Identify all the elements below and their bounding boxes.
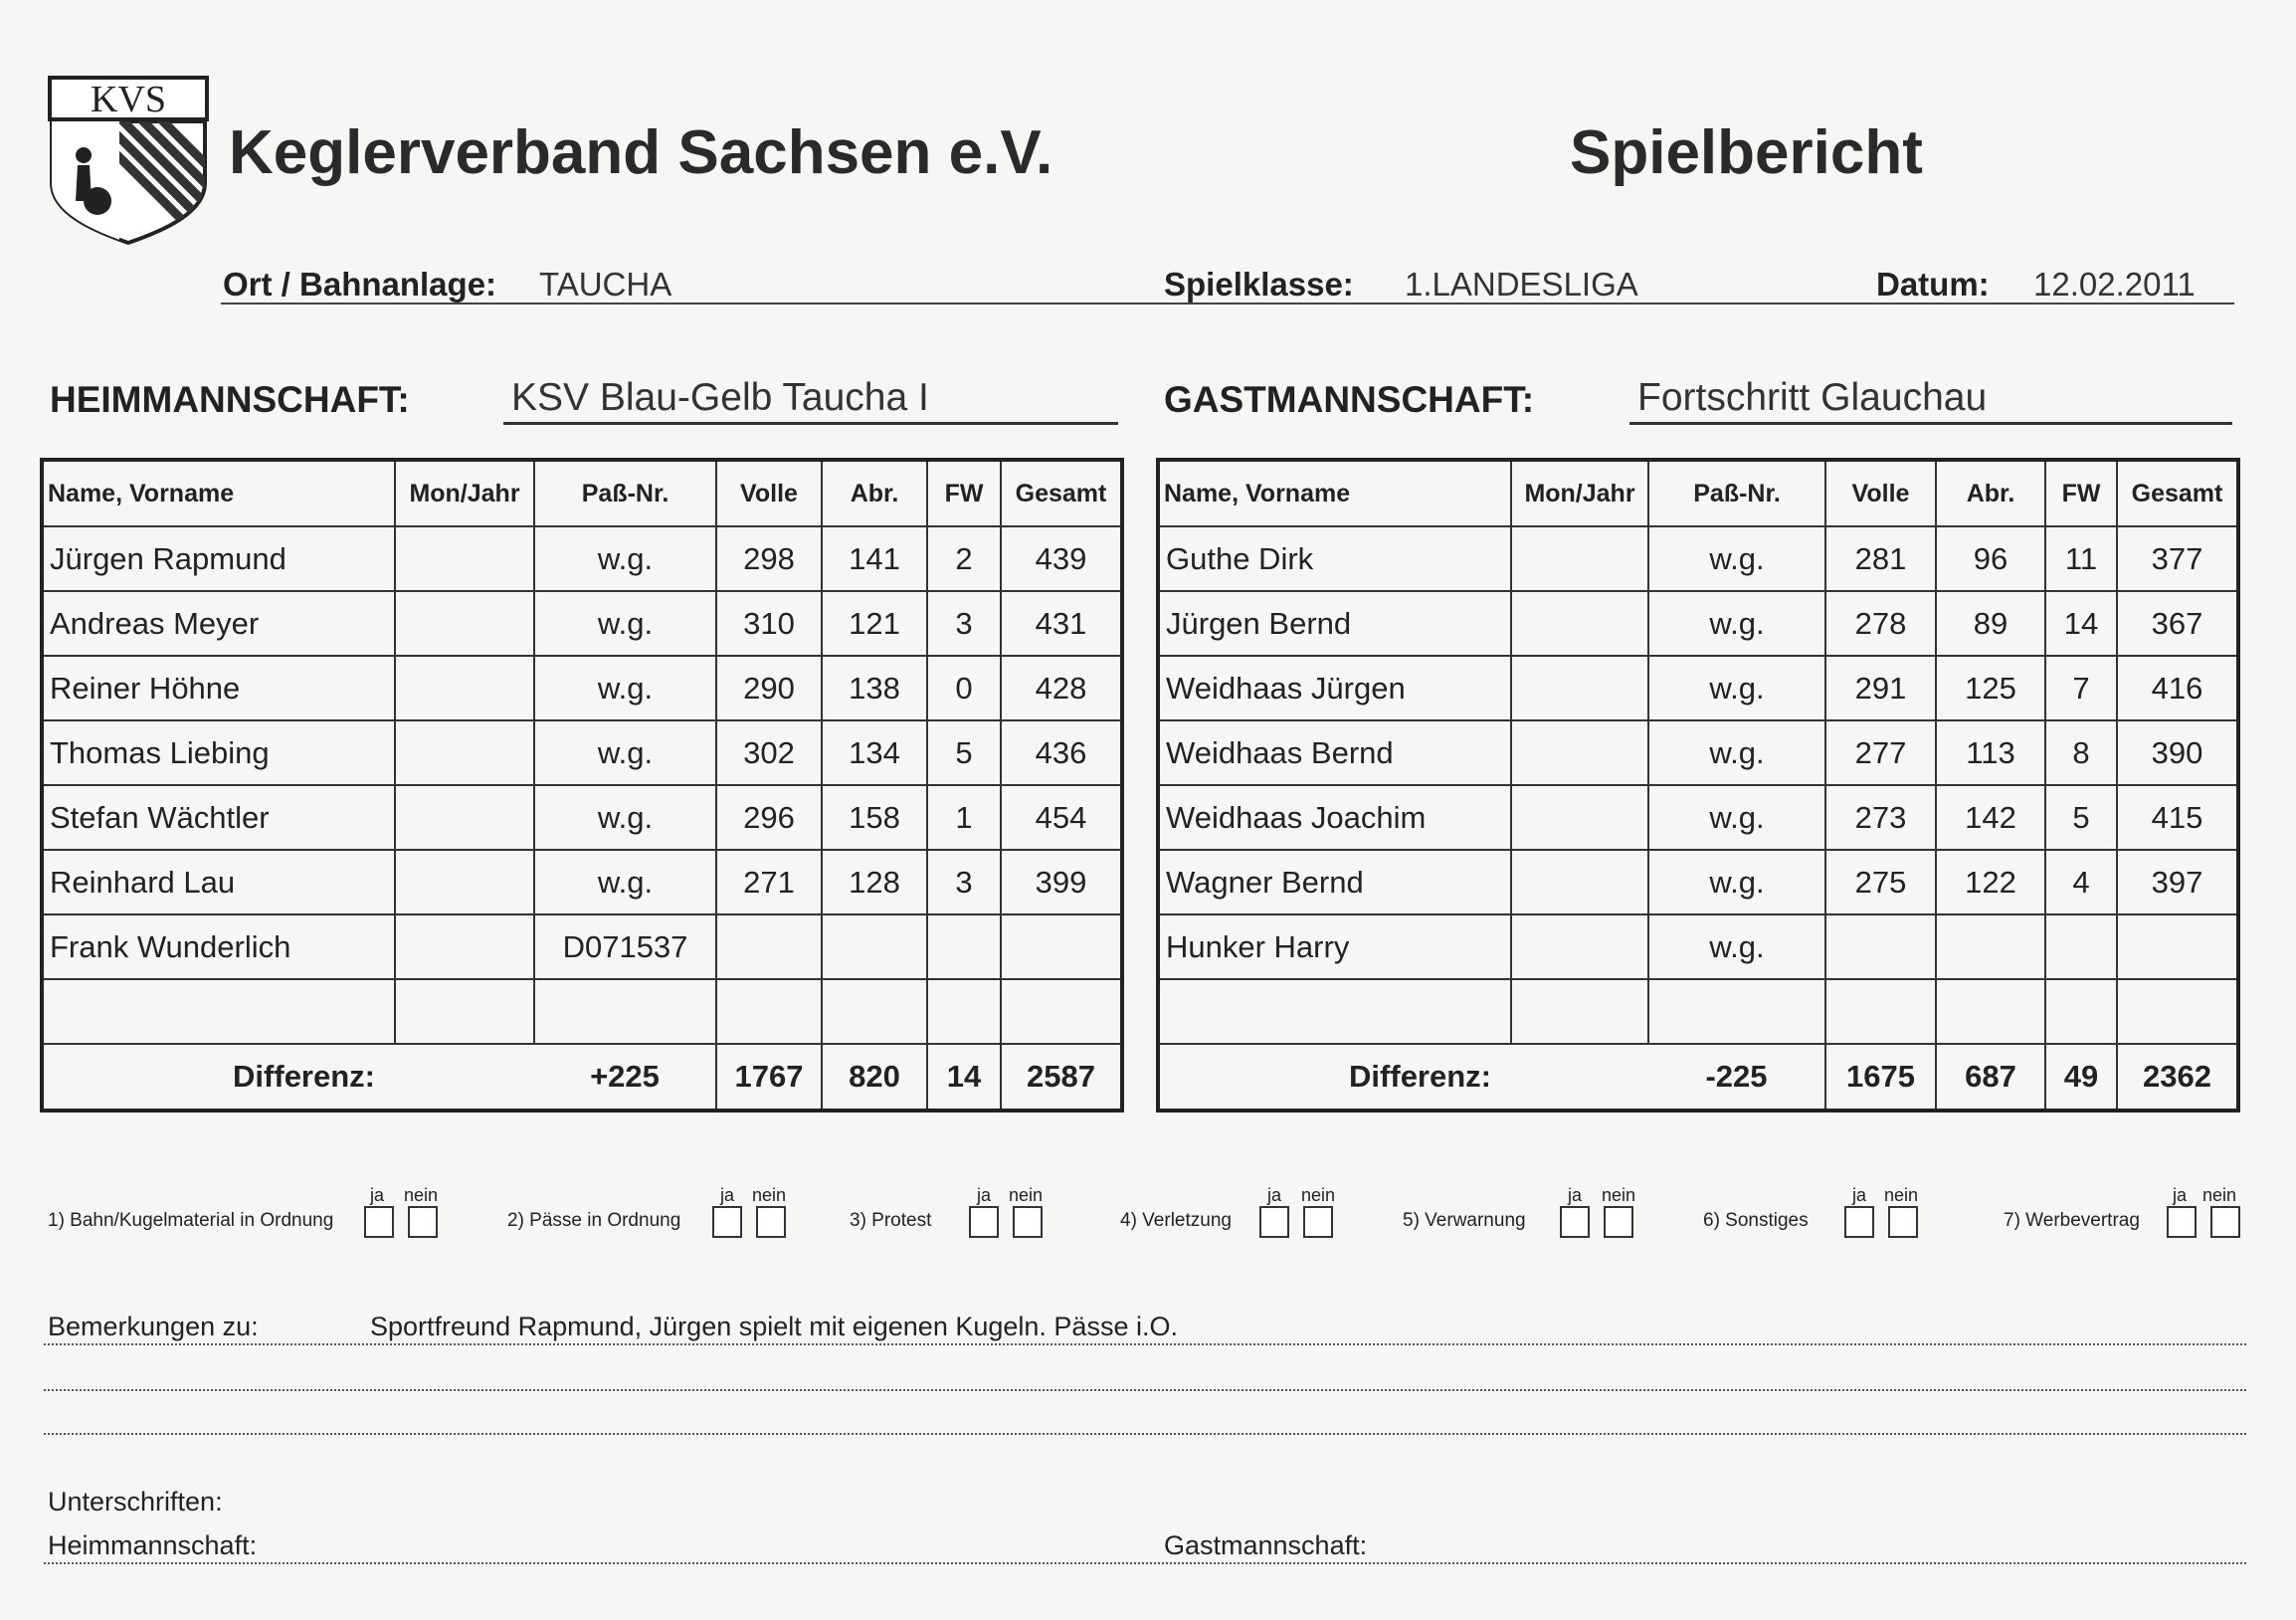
- player-monjahr: [1511, 979, 1648, 1044]
- player-fw: 8: [2045, 720, 2117, 785]
- player-gesamt: 428: [1001, 656, 1122, 720]
- col-monjahr-header: Mon/Jahr: [395, 460, 534, 526]
- total-gesamt: 2587: [1001, 1044, 1122, 1111]
- player-gesamt: 439: [1001, 526, 1122, 591]
- col-monjahr-header: Mon/Jahr: [1511, 460, 1648, 526]
- player-gesamt: [1001, 914, 1122, 979]
- question-3-nein-checkbox[interactable]: [1013, 1206, 1043, 1238]
- player-gesamt: 397: [2117, 850, 2238, 914]
- question-7-ja-label: ja: [2173, 1185, 2188, 1205]
- table-row: [42, 720, 1122, 785]
- differenz-spacer: [1511, 1044, 1648, 1111]
- col-volle-header: Volle: [716, 460, 822, 526]
- player-name: Weidhaas Joachim: [1158, 785, 1511, 850]
- player-monjahr: [395, 914, 534, 979]
- player-gesamt: [2117, 914, 2238, 979]
- player-gesamt: [1001, 979, 1122, 1044]
- player-fw: [2045, 979, 2117, 1044]
- question-1-nein-checkbox[interactable]: [408, 1206, 438, 1238]
- player-volle: 271: [716, 850, 822, 914]
- org-name: Keglerverband Sachsen e.V.: [229, 118, 1053, 187]
- question-7-label: 7) Werbevertrag: [2004, 1210, 2140, 1231]
- player-abr: 122: [1936, 850, 2045, 914]
- player-abr: 158: [822, 785, 927, 850]
- player-name: Wagner Bernd: [1158, 850, 1511, 914]
- player-name: Weidhaas Bernd: [1158, 720, 1511, 785]
- player-fw: [927, 914, 1001, 979]
- col-pass-header: Paß-Nr.: [1648, 460, 1825, 526]
- player-pass: w.g.: [1648, 591, 1825, 656]
- player-name: Guthe Dirk: [1158, 526, 1511, 591]
- player-monjahr: [1511, 656, 1648, 720]
- table-row: [1158, 914, 2238, 979]
- signature-line[interactable]: [44, 1562, 2246, 1564]
- question-2-ja-checkbox[interactable]: [712, 1206, 742, 1238]
- totals-row: [1158, 1044, 2238, 1111]
- question-1-ja-checkbox[interactable]: [364, 1206, 394, 1238]
- home-signature-label: Heimmannschaft:: [48, 1530, 258, 1560]
- table-row: [1158, 656, 2238, 720]
- player-pass: w.g.: [1648, 720, 1825, 785]
- col-gesamt-header: Gesamt: [1001, 460, 1122, 526]
- player-abr: 113: [1936, 720, 2045, 785]
- kvs-logo: [44, 72, 213, 247]
- totals-row: [42, 1044, 1122, 1111]
- question-2-nein-label: nein: [752, 1185, 787, 1205]
- total-abr: 687: [1936, 1044, 2045, 1111]
- player-pass: w.g.: [1648, 526, 1825, 591]
- player-name: Reinhard Lau: [42, 850, 395, 914]
- player-abr: [1936, 914, 2045, 979]
- player-abr: 121: [822, 591, 927, 656]
- player-abr: 134: [822, 720, 927, 785]
- question-5-label: 5) Verwarnung: [1403, 1210, 1526, 1231]
- question-1-label: 1) Bahn/Kugelmaterial in Ordnung: [48, 1210, 334, 1231]
- klasse-value: 1.LANDESLIGA: [1405, 266, 1638, 303]
- question-4-ja-label: ja: [1267, 1185, 1282, 1205]
- player-volle: 302: [716, 720, 822, 785]
- col-abr-header: Abr.: [1936, 460, 2045, 526]
- player-monjahr: [1511, 850, 1648, 914]
- question-7-ja-checkbox[interactable]: [2167, 1206, 2197, 1238]
- ort-value: TAUCHA: [539, 266, 672, 303]
- col-name-header: Name, Vorname: [1158, 460, 1511, 526]
- player-monjahr: [1511, 785, 1648, 850]
- player-name: [42, 979, 395, 1044]
- question-1-nein-label: nein: [404, 1185, 439, 1205]
- question-3-ja-checkbox[interactable]: [969, 1206, 999, 1238]
- table-row: [42, 785, 1122, 850]
- player-monjahr: [395, 785, 534, 850]
- home-team-underline: [503, 422, 1118, 425]
- player-pass: w.g.: [1648, 850, 1825, 914]
- player-pass: w.g.: [1648, 785, 1825, 850]
- question-4-nein-label: nein: [1301, 1185, 1336, 1205]
- player-fw: 1: [927, 785, 1001, 850]
- player-gesamt: 390: [2117, 720, 2238, 785]
- col-fw-header: FW: [2045, 460, 2117, 526]
- player-gesamt: [2117, 979, 2238, 1044]
- player-pass: w.g.: [534, 526, 716, 591]
- player-gesamt: 367: [2117, 591, 2238, 656]
- player-gesamt: 399: [1001, 850, 1122, 914]
- player-abr: 138: [822, 656, 927, 720]
- player-fw: 11: [2045, 526, 2117, 591]
- player-monjahr: [395, 656, 534, 720]
- question-6-ja-checkbox[interactable]: [1844, 1206, 1874, 1238]
- table-row: [1158, 850, 2238, 914]
- player-monjahr: [395, 850, 534, 914]
- differenz-spacer: [395, 1044, 534, 1111]
- player-name: Weidhaas Jürgen: [1158, 656, 1511, 720]
- player-volle: [716, 979, 822, 1044]
- remarks-line-2: [44, 1389, 2246, 1391]
- player-volle: 278: [1825, 591, 1936, 656]
- question-4-ja-checkbox[interactable]: [1259, 1206, 1289, 1238]
- remarks-text: Sportfreund Rapmund, Jürgen spielt mit eigenen Kugeln. Pässe i.O.: [370, 1312, 1178, 1341]
- player-monjahr: [395, 979, 534, 1044]
- question-4-nein-checkbox[interactable]: [1303, 1206, 1333, 1238]
- question-6-nein-label: nein: [1884, 1185, 1919, 1205]
- col-fw-header: FW: [927, 460, 1001, 526]
- question-5-ja-checkbox[interactable]: [1560, 1206, 1590, 1238]
- remarks-line-3: [44, 1433, 2246, 1435]
- player-name: Reiner Höhne: [42, 656, 395, 720]
- table-row: [42, 591, 1122, 656]
- question-2-ja-label: ja: [720, 1185, 735, 1205]
- player-fw: 5: [927, 720, 1001, 785]
- table-row: [42, 526, 1122, 591]
- player-pass: w.g.: [1648, 656, 1825, 720]
- player-monjahr: [395, 526, 534, 591]
- total-volle: 1675: [1825, 1044, 1936, 1111]
- player-volle: [1825, 979, 1936, 1044]
- player-abr: [822, 979, 927, 1044]
- table-row: [1158, 591, 2238, 656]
- player-name: Hunker Harry: [1158, 914, 1511, 979]
- differenz-value: +225: [534, 1044, 716, 1111]
- player-abr: 141: [822, 526, 927, 591]
- kvs-shield-icon: [44, 72, 213, 247]
- player-volle: 273: [1825, 785, 1936, 850]
- player-gesamt: 431: [1001, 591, 1122, 656]
- table-row: [1158, 979, 2238, 1044]
- guest-team-label: GASTMANNSCHAFT:: [1164, 379, 1535, 420]
- total-volle: 1767: [716, 1044, 822, 1111]
- player-volle: 290: [716, 656, 822, 720]
- player-name: Jürgen Rapmund: [42, 526, 395, 591]
- total-fw: 14: [927, 1044, 1001, 1111]
- player-abr: 125: [1936, 656, 2045, 720]
- player-volle: 277: [1825, 720, 1936, 785]
- question-6-ja-label: ja: [1852, 1185, 1867, 1205]
- question-2-nein-checkbox[interactable]: [756, 1206, 786, 1238]
- player-name: [1158, 979, 1511, 1044]
- col-gesamt-header: Gesamt: [2117, 460, 2238, 526]
- player-gesamt: 436: [1001, 720, 1122, 785]
- question-5-nein-checkbox[interactable]: [1604, 1206, 1633, 1238]
- player-abr: 142: [1936, 785, 2045, 850]
- player-name: Jürgen Bernd: [1158, 591, 1511, 656]
- question-5-nein-label: nein: [1602, 1185, 1636, 1205]
- player-pass: w.g.: [534, 720, 716, 785]
- player-gesamt: 377: [2117, 526, 2238, 591]
- ort-label: Ort / Bahnanlage:: [223, 266, 497, 303]
- question-6-label: 6) Sonstiges: [1703, 1210, 1809, 1231]
- signatures-title: Unterschriften:: [48, 1487, 223, 1517]
- player-name: Andreas Meyer: [42, 591, 395, 656]
- player-name: Frank Wunderlich: [42, 914, 395, 979]
- guest-team-name: Fortschritt Glauchau: [1637, 376, 1988, 419]
- player-fw: 3: [927, 591, 1001, 656]
- player-fw: 0: [927, 656, 1001, 720]
- guest-signature-label: Gastmannschaft:: [1164, 1530, 1368, 1560]
- player-volle: 310: [716, 591, 822, 656]
- total-fw: 49: [2045, 1044, 2117, 1111]
- table-row: [1158, 785, 2238, 850]
- player-abr: [822, 914, 927, 979]
- player-monjahr: [1511, 526, 1648, 591]
- player-monjahr: [395, 720, 534, 785]
- col-pass-header: Paß-Nr.: [534, 460, 716, 526]
- player-abr: [1936, 979, 2045, 1044]
- home-score-table: [40, 458, 1124, 1113]
- question-1-ja-label: ja: [370, 1185, 385, 1205]
- player-pass: [1648, 979, 1825, 1044]
- player-fw: 3: [927, 850, 1001, 914]
- player-abr: 128: [822, 850, 927, 914]
- question-3-ja-label: ja: [977, 1185, 992, 1205]
- player-fw: 4: [2045, 850, 2117, 914]
- table-header-row: [1158, 460, 2238, 526]
- logo-letters: KVS: [90, 79, 167, 120]
- question-7-nein-checkbox[interactable]: [2210, 1206, 2240, 1238]
- report-title: Spielbericht: [1570, 118, 1923, 187]
- differenz-label: Differenz:: [42, 1044, 395, 1111]
- player-fw: [2045, 914, 2117, 979]
- player-volle: 291: [1825, 656, 1936, 720]
- player-monjahr: [1511, 914, 1648, 979]
- col-name-header: Name, Vorname: [42, 460, 395, 526]
- player-name: Stefan Wächtler: [42, 785, 395, 850]
- player-gesamt: 454: [1001, 785, 1122, 850]
- player-pass: w.g.: [534, 850, 716, 914]
- total-gesamt: 2362: [2117, 1044, 2238, 1111]
- differenz-label: Differenz:: [1158, 1044, 1511, 1111]
- player-volle: 296: [716, 785, 822, 850]
- player-monjahr: [395, 591, 534, 656]
- col-volle-header: Volle: [1825, 460, 1936, 526]
- question-2-label: 2) Pässe in Ordnung: [507, 1210, 681, 1231]
- remarks-label: Bemerkungen zu:: [48, 1312, 259, 1341]
- table-row: [42, 914, 1122, 979]
- table-row: [42, 656, 1122, 720]
- player-monjahr: [1511, 591, 1648, 656]
- player-volle: 281: [1825, 526, 1936, 591]
- player-fw: 7: [2045, 656, 2117, 720]
- table-row: [42, 979, 1122, 1044]
- player-monjahr: [1511, 720, 1648, 785]
- question-3-nein-label: nein: [1009, 1185, 1044, 1205]
- question-3-label: 3) Protest: [850, 1210, 932, 1231]
- player-gesamt: 415: [2117, 785, 2238, 850]
- player-pass: w.g.: [1648, 914, 1825, 979]
- player-volle: [716, 914, 822, 979]
- player-volle: 275: [1825, 850, 1936, 914]
- meta-underline: [221, 303, 2234, 304]
- player-abr: 96: [1936, 526, 2045, 591]
- question-7-nein-label: nein: [2202, 1185, 2237, 1205]
- table-header-row: [42, 460, 1122, 526]
- table-row: [42, 850, 1122, 914]
- col-abr-header: Abr.: [822, 460, 927, 526]
- remarks-line-1: [44, 1343, 2246, 1345]
- player-volle: 298: [716, 526, 822, 591]
- table-row: [1158, 720, 2238, 785]
- player-volle: [1825, 914, 1936, 979]
- datum-label: Datum:: [1876, 266, 1990, 303]
- differenz-value: -225: [1648, 1044, 1825, 1111]
- home-team-name: KSV Blau-Gelb Taucha I: [511, 376, 929, 419]
- player-pass: D071537: [534, 914, 716, 979]
- question-5-ja-label: ja: [1568, 1185, 1583, 1205]
- player-fw: 2: [927, 526, 1001, 591]
- question-4-label: 4) Verletzung: [1120, 1210, 1232, 1231]
- player-fw: 5: [2045, 785, 2117, 850]
- player-fw: 14: [2045, 591, 2117, 656]
- player-gesamt: 416: [2117, 656, 2238, 720]
- player-pass: w.g.: [534, 785, 716, 850]
- player-pass: w.g.: [534, 591, 716, 656]
- player-name: Thomas Liebing: [42, 720, 395, 785]
- table-row: [1158, 526, 2238, 591]
- datum-value: 12.02.2011: [2033, 266, 2196, 303]
- klasse-label: Spielklasse:: [1164, 266, 1354, 303]
- question-6-nein-checkbox[interactable]: [1888, 1206, 1918, 1238]
- guest-score-table: [1156, 458, 2240, 1113]
- player-abr: 89: [1936, 591, 2045, 656]
- total-abr: 820: [822, 1044, 927, 1111]
- guest-team-underline: [1629, 422, 2232, 425]
- player-pass: [534, 979, 716, 1044]
- home-team-label: HEIMMANNSCHAFT:: [50, 379, 410, 420]
- player-fw: [927, 979, 1001, 1044]
- player-pass: w.g.: [534, 656, 716, 720]
